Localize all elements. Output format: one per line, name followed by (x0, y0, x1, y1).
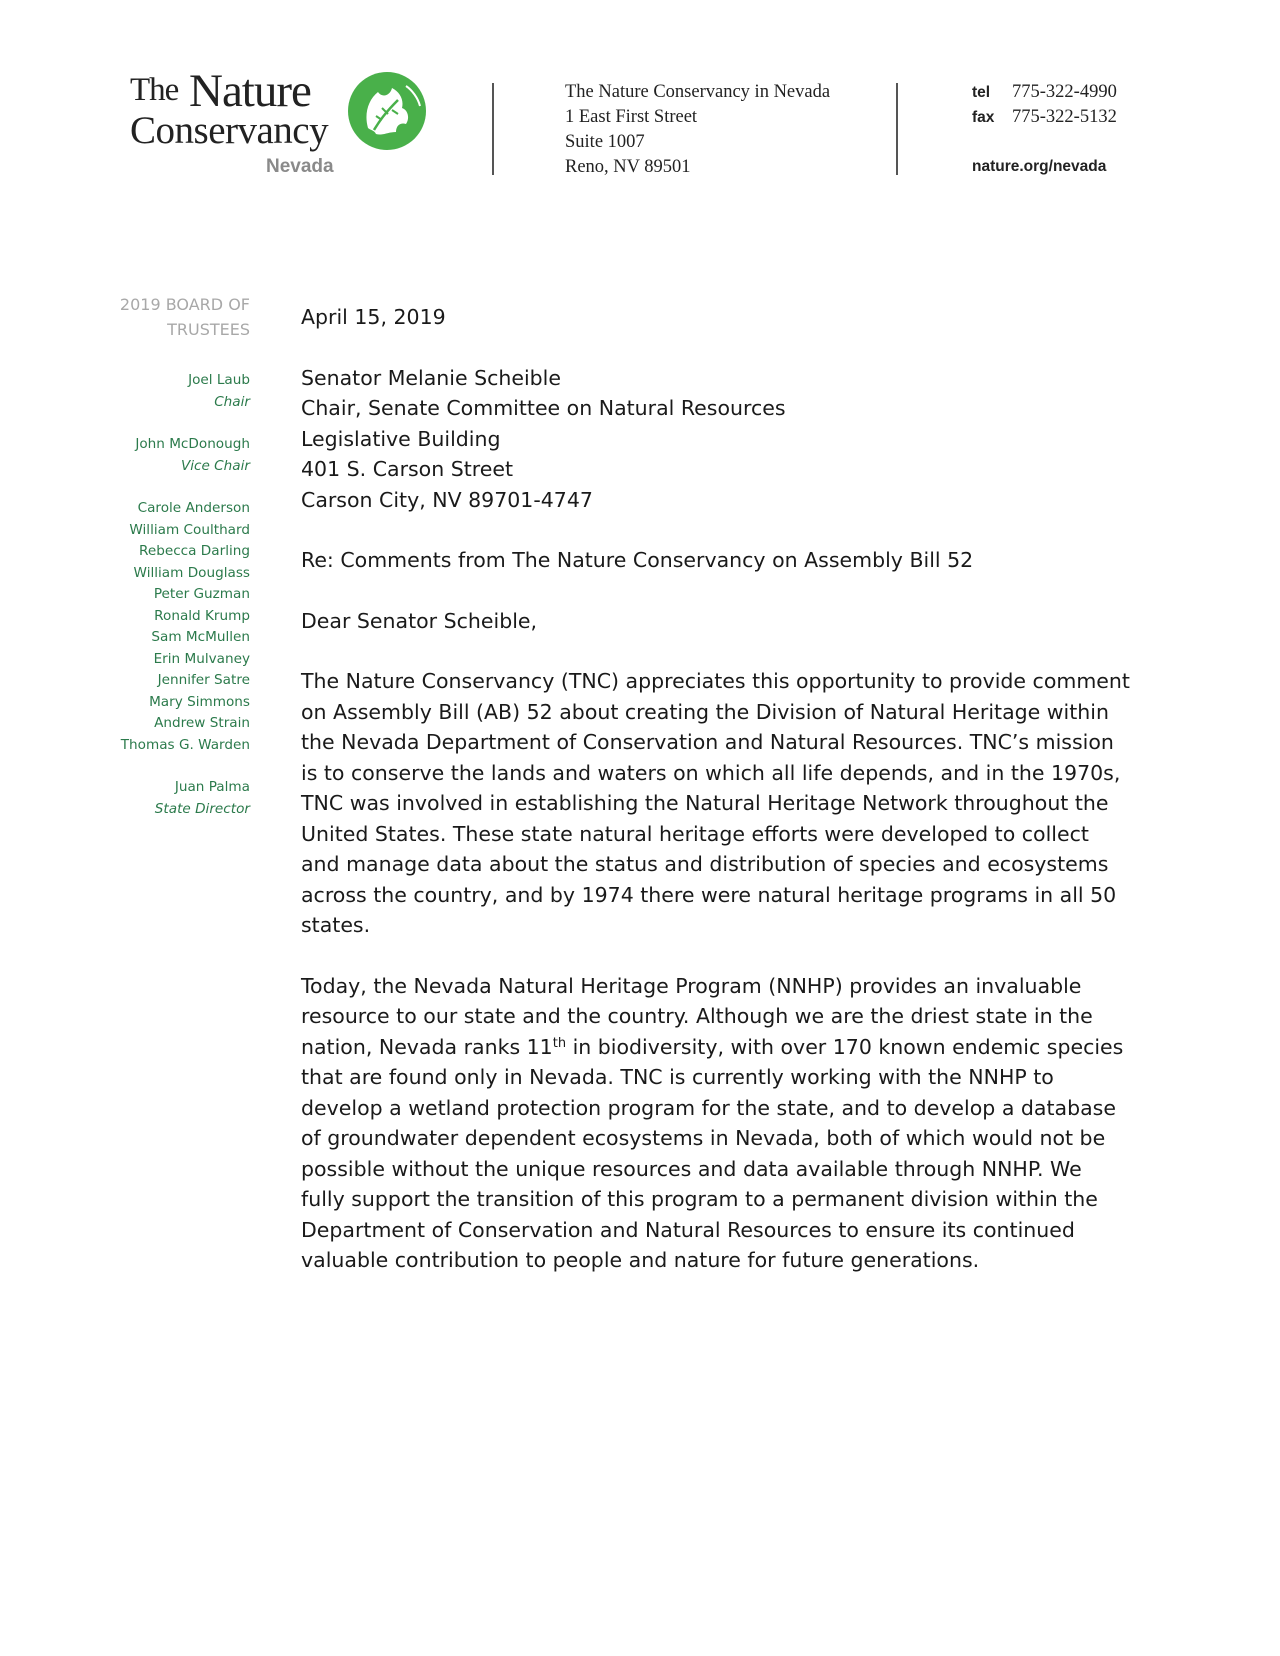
officer-vice-chair (90, 434, 250, 477)
paragraph-text: in biodiversity, with over 170 known endemic species that are found only in Nevada. TNC is currently working with the NNHP to develop a wetland protection program for the state, and to develop a database of groundwater dependent ecosystems in Nevada, both of which would not be possible without the unique resources and data available through NNHP. We fully support the transition of this program to a permanent division within the Department of Conservation and Natural Resources to ensure its continued valuable contribution to people and nature for future generations. (301, 1034, 1124, 1272)
oak-leaf-globe-icon (346, 70, 428, 152)
logo-word-the: The (130, 72, 179, 108)
logo-region: Nevada (266, 156, 334, 177)
body-paragraph (301, 971, 1131, 1276)
recipient-address (301, 363, 1131, 516)
letter-date: April 15, 2019 (301, 305, 446, 329)
address-line: Reno, NV 89501 (565, 157, 691, 177)
officer-chair (90, 370, 250, 413)
trustee-name: William Coulthard (129, 521, 250, 538)
paragraph-text: Today, the Nevada Natural Heritage Program (NNHP) provides an invaluable resource to our state and the country. Although we are the driest state in the nation, Nevada ranks 11 (301, 973, 1093, 1059)
nature-conservancy-logo (130, 66, 430, 186)
trustee-name: Erin Mulvaney (153, 650, 250, 667)
trustee-role: State Director (154, 800, 250, 817)
trustee-name: Thomas G. Warden (120, 736, 250, 753)
fax-label: fax (972, 109, 995, 126)
recipient-line: Chair, Senate Committee on Natural Resources (301, 396, 786, 420)
office-address (565, 80, 830, 180)
trustee-name: Mary Simmons (149, 693, 250, 710)
trustee-name: William Douglass (133, 564, 250, 581)
recipient-line: Carson City, NV 89701-4747 (301, 487, 593, 512)
trustee-name: Andrew Strain (154, 715, 250, 731)
tel-label: tel (972, 84, 991, 101)
trustee-name: Carole Anderson (137, 500, 250, 516)
address-line: The Nature Conservancy in Nevada (565, 82, 831, 102)
trustee-name: Jennifer Satre (157, 672, 250, 688)
trustee-name: Peter Guzman (153, 586, 250, 602)
fax-row (972, 105, 1117, 130)
fax-number: 775-322-5132 (1012, 107, 1117, 127)
recipient-line: Legislative Building (301, 426, 501, 451)
trustee-name: Ronald Krump (154, 607, 250, 624)
subject-line: Re: Comments from The Nature Conservancy on Assembly Bill 52 (301, 548, 974, 572)
trustee-role: Vice Chair (180, 457, 250, 474)
trustee-list (90, 498, 250, 756)
trustee-name: Juan Palma (174, 779, 250, 795)
letterhead-divider-left (492, 83, 494, 175)
recipient-line: 401 S. Carson Street (301, 457, 514, 481)
board-of-trustees-sidebar (90, 292, 250, 841)
phone-row (972, 80, 1117, 105)
trustee-name: Sam McMullen (151, 629, 250, 645)
ordinal-superscript: th (552, 1035, 567, 1051)
letterhead-divider-right (896, 83, 898, 175)
address-line: 1 East First Street (565, 107, 698, 127)
salutation: Dear Senator Scheible, (301, 608, 538, 633)
trustee-name: John McDonough (135, 436, 250, 452)
tel-number: 775-322-4990 (1012, 82, 1117, 102)
letter-body (301, 302, 1131, 1306)
body-paragraph: The Nature Conservancy (TNC) appreciates this opportunity to provide comment on Assembly Bill (AB) 52 about creating the Division of Natural Heritage within the Nevada Department of Conservation and Natural Resources. TNC’s mission is to conserve the lands and waters on which all life depends, and in the 1970s, TNC was involved in establishing the Natural Heritage Network throughout the United States. These state natural heritage efforts were developed to collect and manage data about the status and distribution of species and ecosystems across the country, and by 1974 there were natural heritage programs in all 50 states. (301, 669, 1130, 937)
logo-word-nature: Nature (189, 65, 311, 117)
recipient-line: Senator Melanie Scheible (301, 365, 561, 390)
state-director (90, 777, 250, 820)
board-title: 2019 BOARD OF TRUSTEES (119, 295, 250, 339)
contact-info (972, 80, 1117, 179)
website-link: nature.org/nevada (972, 158, 1107, 175)
logo-word-conservancy: Conservancy (130, 109, 329, 152)
trustee-name: Rebecca Darling (139, 543, 250, 559)
trustee-role: Chair (214, 393, 250, 410)
address-line: Suite 1007 (565, 132, 645, 152)
trustee-name: Joel Laub (188, 372, 250, 388)
